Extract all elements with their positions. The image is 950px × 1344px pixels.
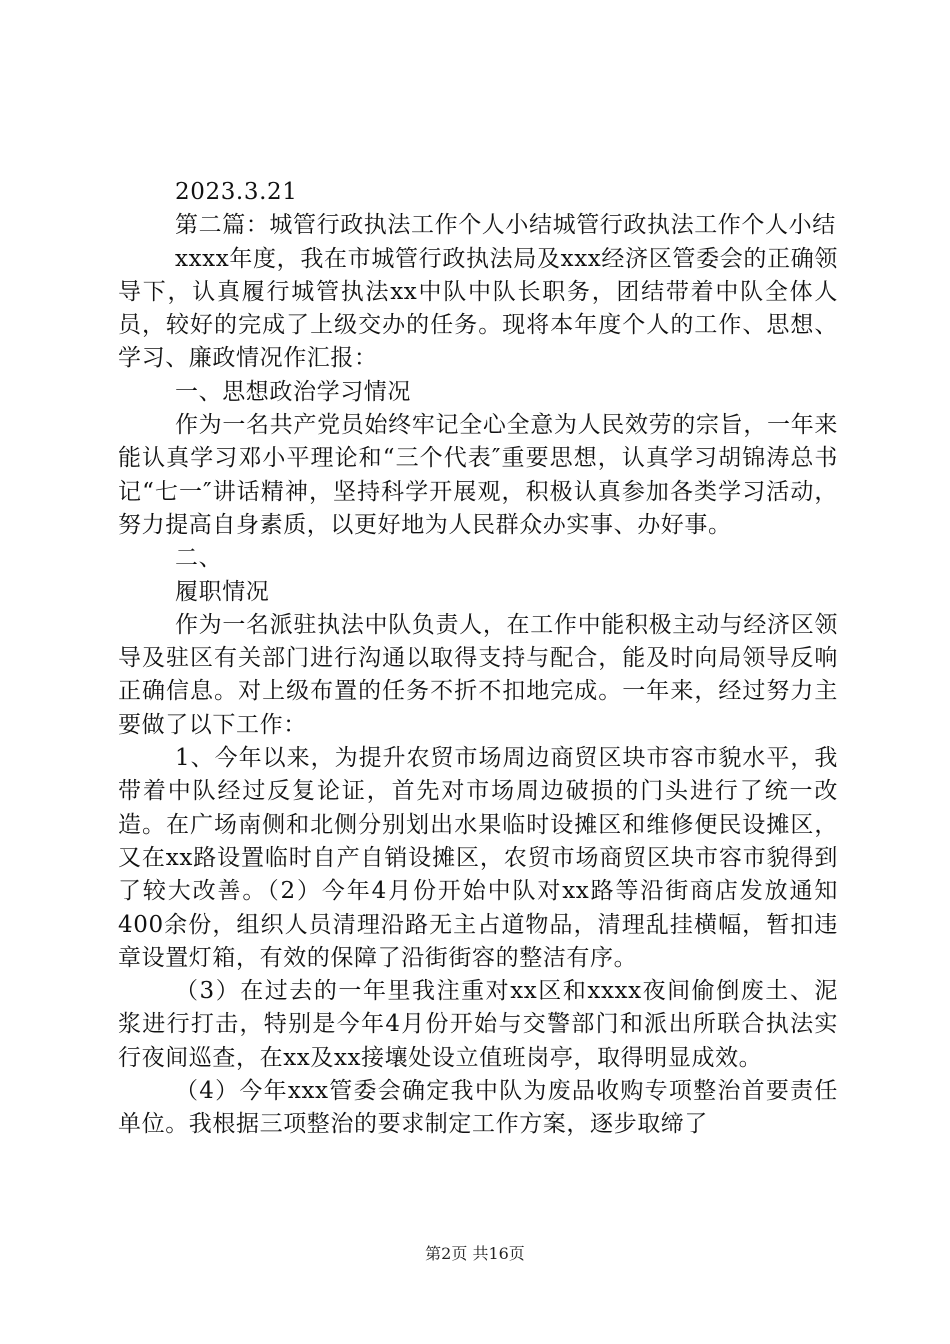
page-footer (0, 1243, 950, 1265)
paragraph-duty-performance: 作为一名派驻执法中队负责人，在工作中能积极主动与经济区领导及驻区有关部门进行沟通以取得支持与配合，能及时向局领导反响正确信息。对上级布置的任务不折不扣地完成。一年来，经过努力主要做了以下工作： (118, 611, 838, 738)
paragraph-item-4: （4）今年xxx管委会确定我中队为废品收购专项整治首要责任单位。我根据三项整治的要求制定工作方案，逐步取缔了 (118, 1078, 838, 1138)
document-body (118, 176, 838, 1142)
page-number: 第2页 共16页 (425, 1244, 525, 1263)
section-title: 第二篇：城管行政执法工作个人小结城管行政执法工作个人小结 (175, 212, 836, 239)
paragraph-intro: xxxx年度，我在市城管行政执法局及xxx经济区管委会的正确领导下，认真履行城管执法xx中队中队长职务，团结带着中队全体人员，较好的完成了上级交办的任务。现将本年度个人的工作、思想、学习、廉政情况作汇报： (118, 245, 838, 372)
paragraph-political-study: 作为一名共产党员始终牢记全心全意为人民效劳的宗旨，一年来能认真学习邓小平理论和“三个代表″重要思想，认真学习胡锦涛总书记“七一″讲话精神，坚持科学开展观，积极认真参加各类学习活动，努力提高自身素质，以更好地为人民群众办实事、办好事。 (118, 412, 838, 538)
document-date: 2023.3.21 (175, 179, 298, 205)
paragraph-item-3: （3）在过去的一年里我注重对xx区和xxxx夜间偷倒废土、泥浆进行打击，特别是今年4月份开始与交警部门和派出所联合执法实行夜间巡查，在xx及xx接壤处设立值班岗亭，取得明显成效。 (118, 978, 838, 1071)
heading-political-study: 一、思想政治学习情况 (175, 378, 411, 405)
paragraph-item-1: 1、今年以来，为提升农贸市场周边商贸区块市容市貌水平，我带着中队经过反复论证，首先对市场周边破损的门头进行了统一改造。在广场南侧和北侧分别划出水果临时设摊区和维修便民设摊区，又在xx路设置临时自产自销设摊区，农贸市场商贸区块市容市貌得到了较大改善。（2）今年4月份开始中队对xx路等沿街商店发放通知400余份，组织人员清理沿路无主占道物品，清理乱挂横幅，暂扣违章设置灯箱，有效的保障了沿街街容的整洁有序。 (118, 745, 838, 971)
heading-number-two: 二、 (175, 545, 223, 572)
heading-duty-performance: 履职情况 (175, 578, 270, 605)
